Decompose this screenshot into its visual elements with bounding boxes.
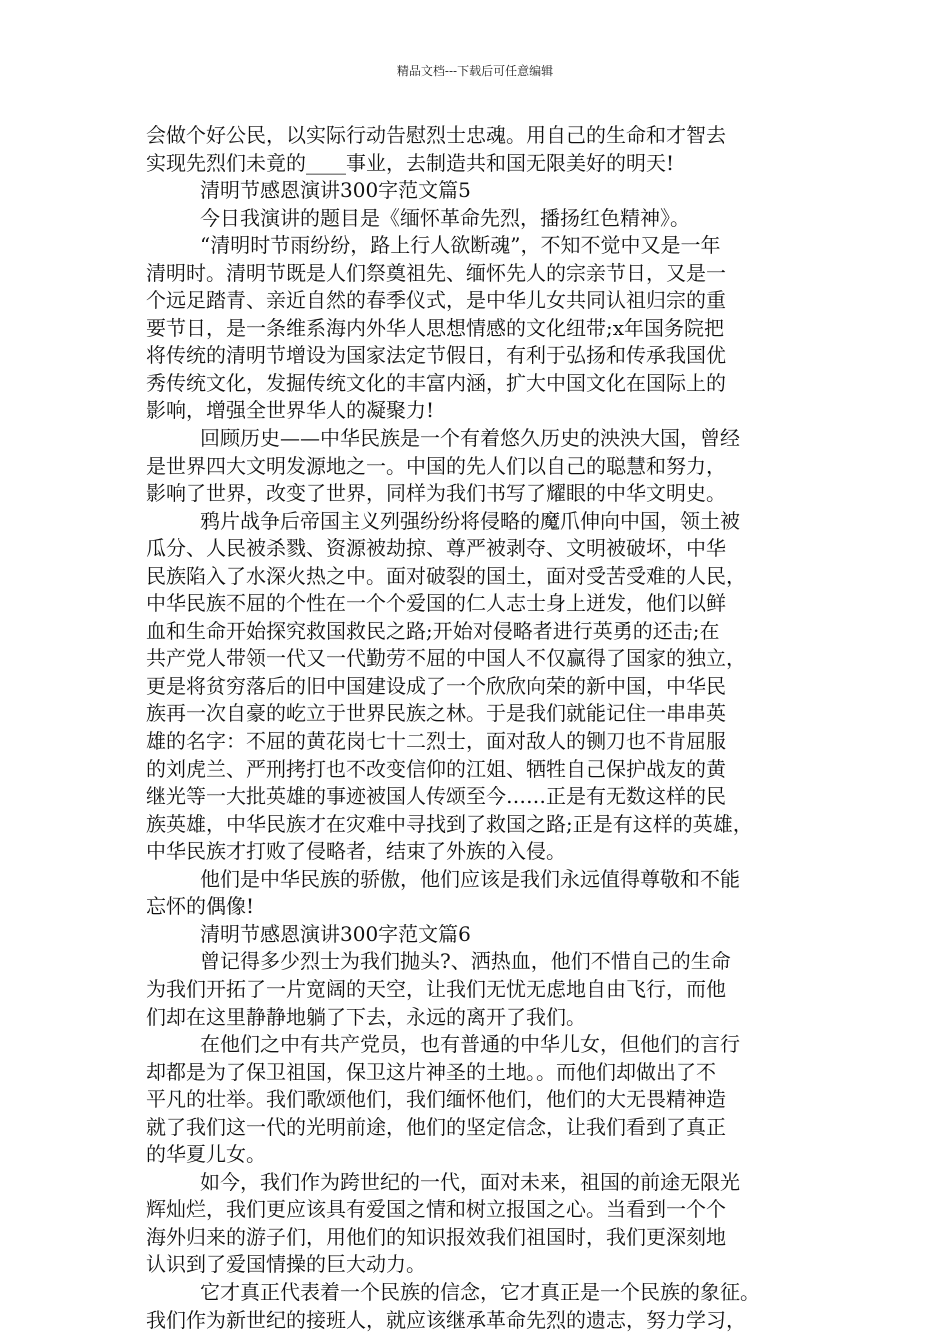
text-line: 秀传统文化，发掘传统文化的丰富内涵，扩大中国文化在国际上的	[146, 370, 726, 395]
text-line: 个远足踏青、亲近自然的春季仪式，是中华儿女共同认祖归宗的重	[146, 288, 726, 313]
text-line: 将传统的清明节增设为国家法定节假日，有利于弘扬和传承我国优	[146, 343, 726, 368]
text-line: 中华民族才打败了侵略者，结束了外族的入侵。	[146, 839, 566, 864]
text-line: 他们是中华民族的骄傲，他们应该是我们永远值得尊敬和不能	[200, 866, 740, 891]
text-line: 为我们开拓了一片宽阔的天空，让我们无忧无虑地自由飞行，而他	[146, 976, 726, 1001]
text-line: 会做个好公民，以实际行动告慰烈士忠魂。用自己的生命和才智去	[146, 123, 726, 147]
text-line: 忘怀的偶像!	[146, 894, 255, 919]
text-line: 就了我们这一代的光明前途，他们的坚定信念，让我们看到了真正	[146, 1114, 726, 1139]
text-line: 今日我演讲的题目是《缅怀革命先烈，播扬红色精神》。	[200, 205, 690, 230]
text-line: 回顾历史——中华民族是一个有着悠久历史的泱泱大国，曾经	[200, 426, 740, 451]
text-line: “清明时节雨纷纷，路上行人欲断魂”，不知不觉中又是一年	[200, 233, 721, 258]
text-line: 的华夏儿女。	[146, 1142, 266, 1167]
text-line: 如今，我们作为跨世纪的一代，面对未来，祖国的前途无限光	[200, 1169, 740, 1194]
text-line: 却都是为了保卫祖国，保卫这片神圣的土地。。而他们却做出了不	[146, 1059, 716, 1084]
text-line: 海外归来的游子们，用他们的知识报效我们祖国时，我们更深刻地	[146, 1224, 726, 1249]
text-line: 是世界四大文明发源地之一。中国的先人们以自己的聪慧和努力，	[146, 453, 726, 478]
document-body	[146, 122, 822, 1334]
text-line: 族再一次自豪的屹立于世界民族之林。于是我们就能记住一串串英	[146, 701, 726, 726]
text-line: 雄的名字：不屈的黄花岗七十二烈士，面对敌人的铡刀也不肯屈服	[146, 729, 726, 754]
text-line: 清明时。清明节既是人们祭奠祖先、缅怀先人的宗亲节日，又是一	[146, 260, 726, 285]
text-line: 影响了世界，改变了世界，同样为我们书写了耀眼的中华文明史。	[146, 481, 726, 506]
text-line: 辉灿烂，我们更应该具有爱国之情和树立报国之心。当看到一个个	[146, 1197, 726, 1222]
text-line: 要节日，是一条维系海内外华人思想情感的文化纽带;x年国务院把	[146, 315, 725, 340]
text-line: 曾记得多少烈士为我们抛头?、洒热血，他们不惜自己的生命	[200, 949, 731, 974]
text-line: 血和生命开始探究救国救民之路;开始对侵略者进行英勇的还击;在	[146, 618, 720, 643]
text-line: 我们作为新世纪的接班人，就应该继承革命先烈的遗志，努力学习，	[146, 1307, 746, 1332]
text-line: 中华民族不屈的个性在一个个爱国的仁人志士身上迸发，他们以鲜	[146, 591, 726, 616]
text-line: 它才真正代表着一个民族的信念，它才真正是一个民族的象征。	[200, 1279, 760, 1304]
text-line: 民族陷入了水深火热之中。面对破裂的国土，面对受苦受难的人民，	[146, 563, 746, 588]
text-line: 认识到了爱国情操的巨大动力。	[146, 1252, 426, 1277]
page-header: 精品文档---下载后可任意编辑	[396, 64, 554, 78]
text-line: 影响，增强全世界华人的凝聚力!	[146, 398, 435, 423]
text-line: 在他们之中有共产党员，也有普通的中华儿女，但他们的言行	[200, 1032, 740, 1057]
text-line: 鸦片战争后帝国主义列强纷纷将侵略的魔爪伸向中国，领土被	[200, 508, 740, 533]
text-line: 平凡的壮举。我们歌颂他们，我们缅怀他们，他们的大无畏精神造	[146, 1087, 726, 1112]
text-line: 族英雄，中华民族才在灾难中寻找到了救国之路;正是有这样的英雄，	[146, 811, 753, 836]
text-line: 共产党人带领一代又一代勤劳不屈的中国人不仅赢得了国家的独立，	[146, 646, 746, 671]
text-line: 更是将贫穷落后的旧中国建设成了一个欣欣向荣的新中国，中华民	[146, 673, 726, 698]
text-line: 清明节感恩演讲300字范文篇6	[200, 921, 471, 946]
text-line: 瓜分、人民被杀戮、资源被劫掠、尊严被剥夺、文明被破坏，中华	[146, 536, 726, 561]
text-line: 实现先烈们未竟的____事业，去制造共和国无限美好的明天!	[146, 150, 675, 175]
text-line: 清明节感恩演讲300字范文篇5	[200, 178, 471, 203]
text-line: 们却在这里静静地躺了下去，永远的离开了我们。	[146, 1004, 586, 1029]
text-line: 的刘虎兰、严刑拷打也不改变信仰的江姐、牺牲自己保护战友的黄	[146, 756, 726, 781]
text-line: 继光等一大批英雄的事迹被国人传颂至今……正是有无数这样的民	[146, 784, 726, 809]
